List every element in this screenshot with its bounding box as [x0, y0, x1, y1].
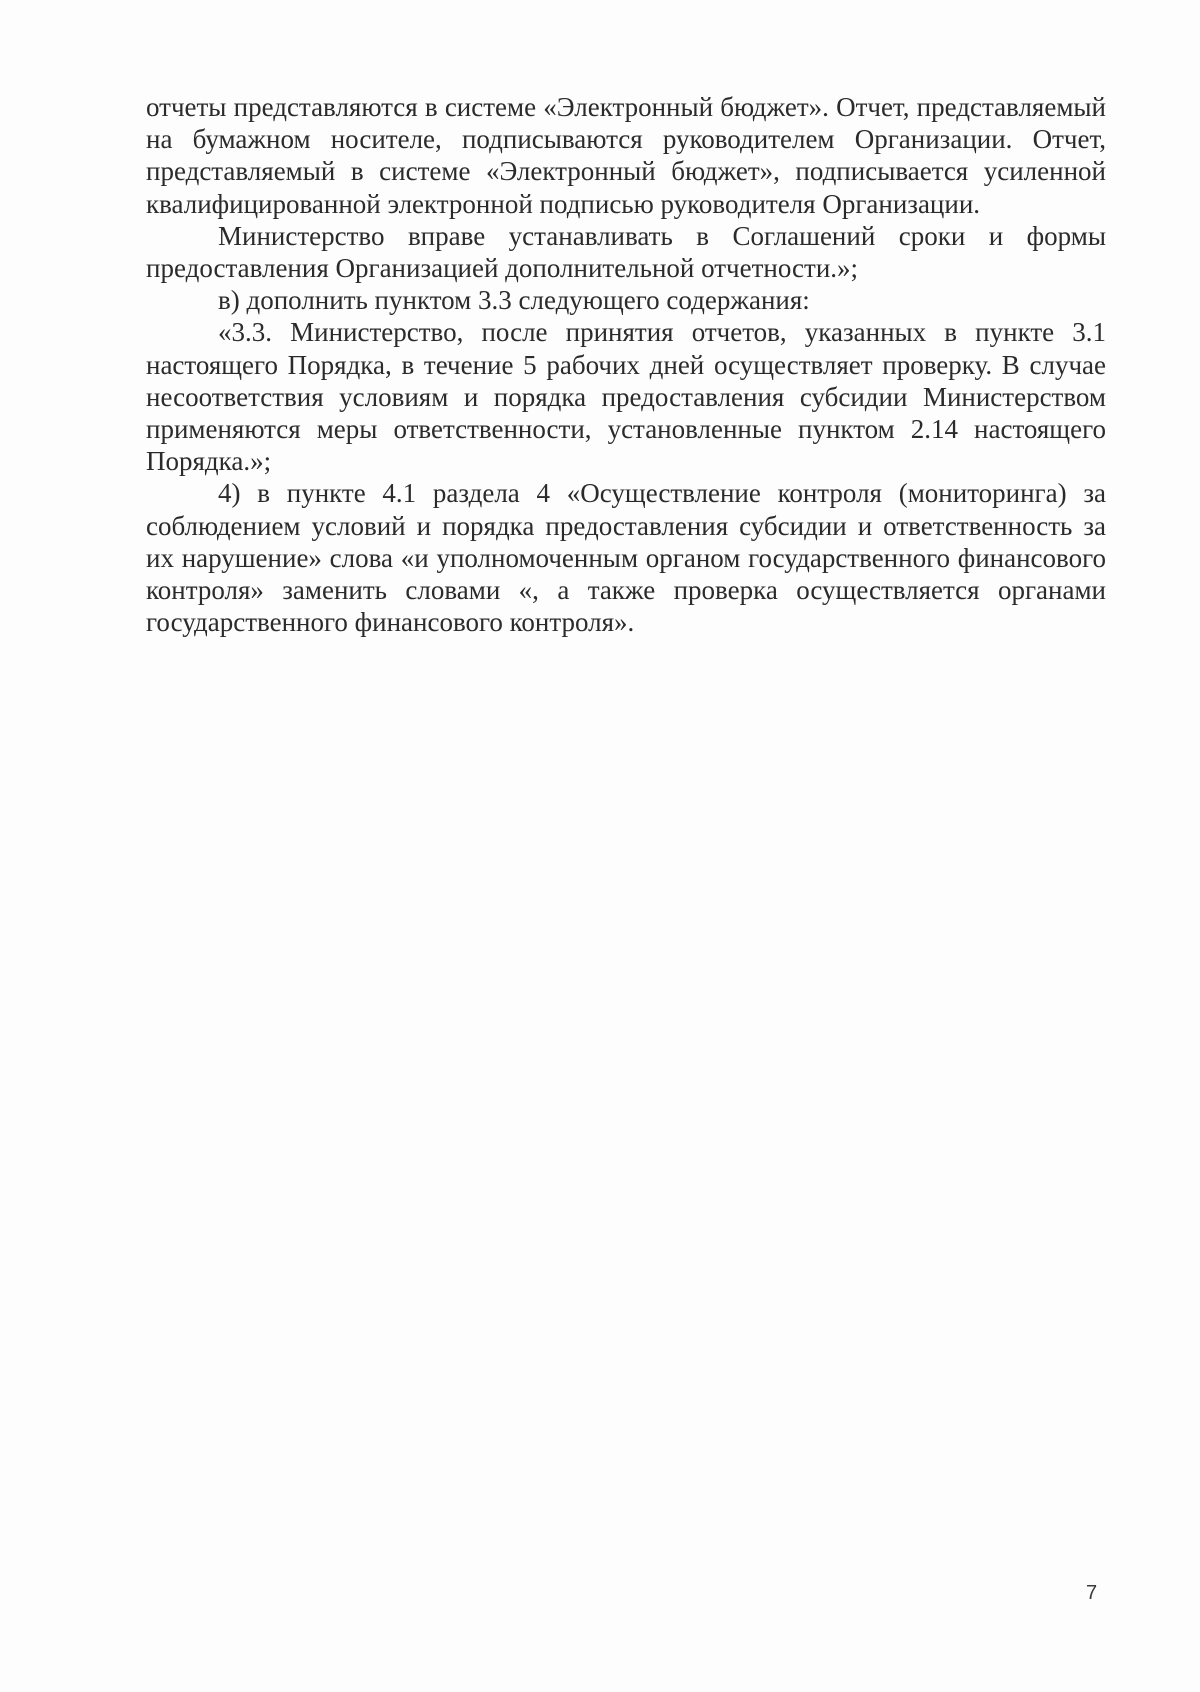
page-number: 7 — [1086, 1582, 1098, 1604]
paragraph-amendment-intro: в) дополнить пунктом 3.3 следующего содержания: — [218, 285, 810, 316]
paragraph-reports-continuation: отчеты представляются в системе «Электронный бюджет». Отчет, представляемый на бумажном носителе, подписываются руководителем Организации. Отчет, представляемый в системе «Электронный бюджет», подписывается усиленной квалифицированной электронной подписью руководителя Организации. — [146, 92, 1106, 219]
document-body — [146, 91, 1106, 638]
paragraph-clause-3-3: «3.3. Министерство, после принятия отчетов, указанных в пункте 3.1 настоящего Порядка, в течение 5 рабочих дней осуществляет проверку. В случае несоответствия условиям и порядка предоставления субсидии Министерством применяются меры ответственности, установленные пунктом 2.14 настоящего Порядка.»; — [146, 317, 1106, 477]
paragraph-ministry-rights: Министерство вправе устанавливать в Соглашений сроки и формы предоставления Организацией дополнительной отчетности.»; — [146, 220, 1106, 284]
paragraph-clause-4-1: 4) в пункте 4.1 раздела 4 «Осуществление контроля (мониторинга) за соблюдением условий и порядка предоставления субсидии и ответственность за их нарушение» слова «и уполномоченным органом государственного финансового контроля» заменить словами «, а также проверка осуществляется органами государственного финансового контроля». — [146, 478, 1106, 638]
